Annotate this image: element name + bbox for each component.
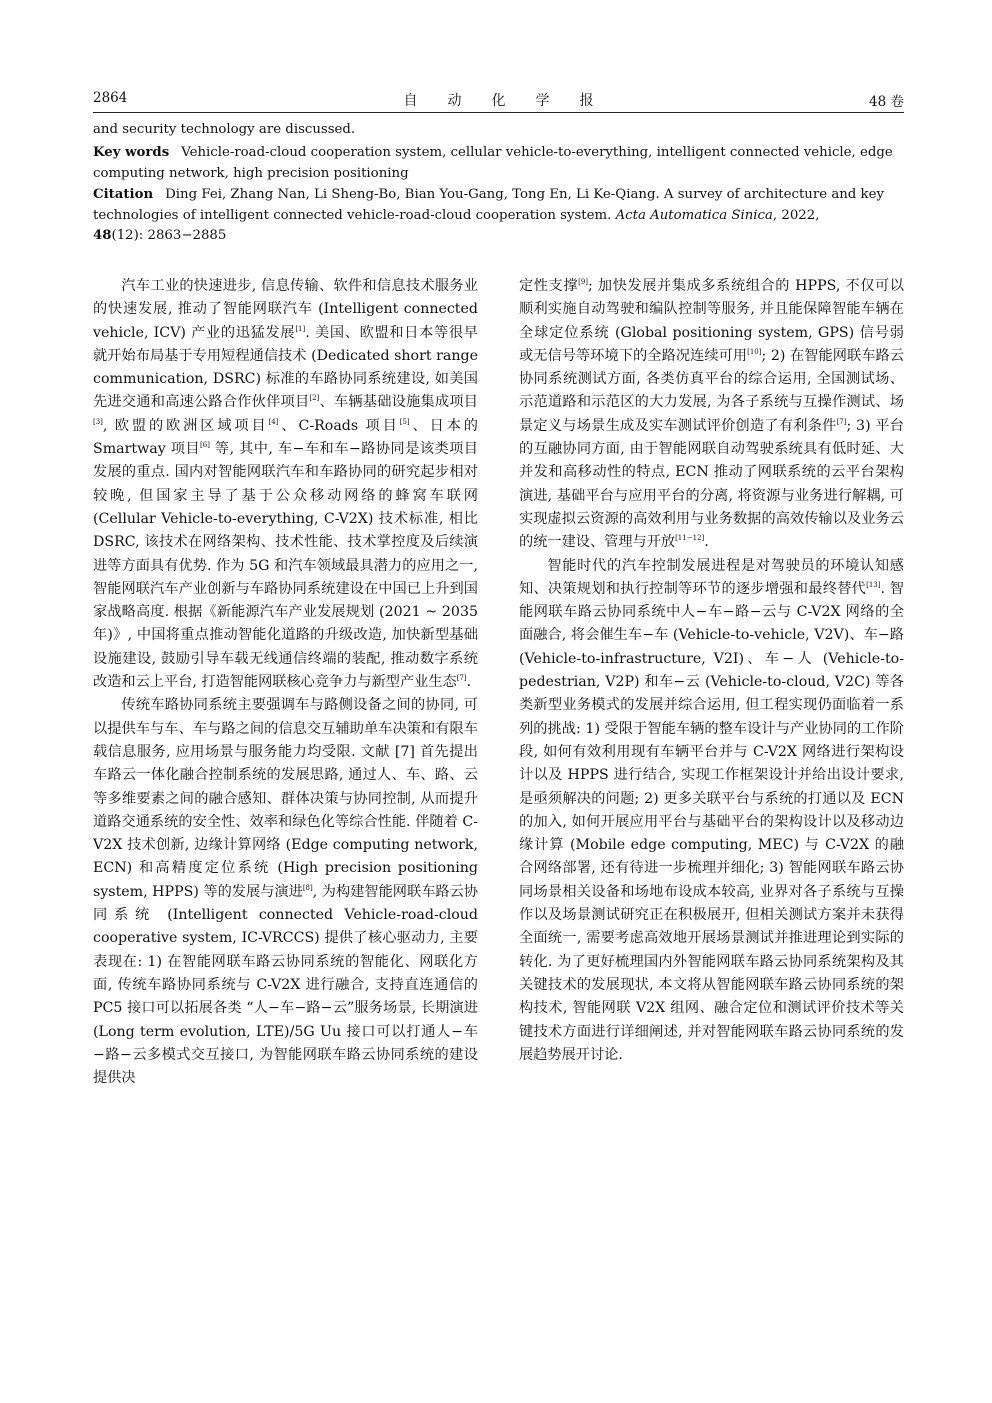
- running-header: [93, 90, 904, 112]
- paragraph: 传统车路协同系统主要强调车与路侧设备之间的协同, 可以提供车与车、车与路之间的信息交互辅助单车决策和有限车载信息服务, 应用场景与服务能力均受限. 文献 [7] 首先提出车路云一体化融合控制系统的发展思路, 通过人、车、路、云等多维要素之间的融合感知、群体决策与协同控制, 从而提升道路交通系统的安全性、效率和绿色化等综合性能. 伴随着 C-V2X 技术创新, 边缘计算网络 (Edge computing network, ECN) 和高精度定位系统 (High precision positioning system, HPPS) 等的发展与演进[8], 为构建智能网联车路云协同系统 (Intelligent connected Vehicle-road-cloud cooperative system, IC-VRCCS) 提供了核心驱动力, 主要表现在: 1) 在智能网联车路云协同系统的智能化、网联化方面, 传统车路协同系统与 C-V2X 进行融合, 支持直连通信的 PC5 接口可以拓展各类 “人−车−路−云”服务场景, 长期演进 (Long term evolution, LTE)/5G Uu 接口可以打通人−车−路−云多模式交互接口, 为智能网联车路云协同系统的建设提供决: [93, 697, 478, 1087]
- page-number: 2864: [93, 90, 128, 106]
- citation-year: , 2022,: [772, 207, 820, 223]
- keywords-label: Key words: [93, 145, 170, 160]
- citation-label: Citation: [93, 187, 154, 202]
- paragraph: 汽车工业的快速进步, 信息传输、软件和信息技术服务业的快速发展, 推动了智能网联汽车 (Intelligent connected vehicle, ICV) 产业的迅猛发展[1]. 美国、欧盟和日本等很早就开始布局基于专用短程通信技术 (Dedicated short range communication, DSRC) 标准的车路协同系统建设, 如美国先进交通和高速公路合作伙伴项目[2]、车辆基础设施集成项目[3], 欧盟的欧洲区域项目[4]、C-Roads 项目[5]、日本的 Smartway 项目[6] 等, 其中, 车−车和车−路协同是该类项目发展的重点. 国内对智能网联汽车和车路协同的研究起步相对较晚, 但国家主导了基于公众移动网络的蜂窝车联网 (Cellular Vehicle-to-everything, C-V2X) 技术标准, 相比 DSRC, 该技术在网络架构、技术性能、技术掌控度及后续演进等方面具有优势. 作为 5G 和汽车领域最具潜力的应用之一, 智能网联汽车产业创新与车路协同系统建设在中国已上升到国家战略高度. 根据《新能源汽车产业发展规划 (2021 ~ 2035 年)》, 中国将重点推动智能化道路的升级改造, 加快新型基础设施建设, 鼓励引导车载无线通信终端的装配, 推动数字系统改造和云上平台, 打造智能网联核心竞争力与新型产业生态[7].: [93, 278, 478, 691]
- citation-volume: 48: [93, 228, 112, 243]
- paragraph: 定性支撑[9]; 加快发展并集成多系统组合的 HPPS, 不仅可以顺利实施自动驾驶和编队控制等服务, 并且能保障智能车辆在全球定位系统 (Global positioning system, GPS) 信号弱或无信号等环境下的全路况连续可用[10]; 2) 在智能网联车路云协同系统测试方面, 各类仿真平台的综合运用, 全国测试场、示范道路和示范区的大力发展, 为各子系统与互操作测试、场景定义与场景生成及实车测试评价创造了有利条件[7]; 3) 平台的互融协同方面, 由于智能网联自动驾驶系统具有低时延、大并发和高移动性的特点, ECN 推动了网联系统的云平台架构演进, 基础平台与应用平台的分离, 将资源与业务进行解耦, 可实现虚拟云资源的高效利用与业务数据的高效传输以及业务云的统一建设、管理与开放[11−12].: [519, 278, 904, 551]
- citation-text: Ding Fei, Zhang Nan, Li Sheng-Bo, Bian You-Gang, Tong En, Li Ke-Qiang. A survey of architecture and key technologies of intelligent connected vehicle-road-cloud cooperation system.: [93, 187, 884, 223]
- abstract-tail: and security technology are discussed.: [93, 122, 356, 137]
- citation-journal: Acta Automatica Sinica: [615, 207, 773, 223]
- right-column: [519, 275, 904, 1067]
- keywords-text: Vehicle-road-cloud cooperation system, cellular vehicle-to-everything, intelligent connected vehicle, edge computing network, high precision positioning: [93, 145, 893, 181]
- citation: [93, 185, 904, 247]
- citation-issue-pages: (12): 2863−2885: [111, 228, 227, 243]
- volume-label: 48 卷: [869, 94, 904, 110]
- keywords: [93, 143, 904, 184]
- left-column: [93, 275, 478, 1090]
- paragraph: 智能时代的汽车控制发展进程是对驾驶员的环境认知感知、决策规划和执行控制等环节的逐步增强和最终替代[13]. 智能网联车路云协同系统中人−车−路−云与 C-V2X 网络的全面融合, 将会催生车−车 (Vehicle-to-vehicle, V2V)、车−路 (Vehicle-to-infrastructure, V2I)、车−人 (Vehicle-to-pedestrian, V2P) 和车−云 (Vehicle-to-cloud, V2C) 等各类新型业务模式的发展并综合运用, 但工程实现仍面临着一系列的挑战: 1) 受限于智能车辆的整车设计与产业协同的工作阶段, 如何有效利用现有车辆平台并与 C-V2X 网络进行架构设计以及 HPPS 进行结合, 实现工作框架设计并给出设计要求, 是亟须解决的问题; 2) 更多关联平台与系统的打通以及 ECN 的加入, 如何开展应用平台与基础平台的架构设计以及移动边缘计算 (Mobile edge computing, MEC) 与 C-V2X 的融合网络部署, 还有待进一步梳理并细化; 3) 智能网联车路云协同场景相关设备和场地布设成本较高, 业界对各子系统与互操作以及场景测试研究正在积极展开, 但相关测试方案并未获得全面统一, 需要考虑高效地开展场景测试并推进理论到实际的转化. 为了更好梳理国内外智能网联车路云协同系统架构及其关键技术的发展现状, 本文将从智能网联车路云协同系统的架构技术, 智能网联 V2X 组网、融合定位和测试评价技术等关键技术方面进行详细阐述, 并对智能网联车路云协同系统的发展趋势展开讨论.: [519, 557, 904, 1063]
- header-rule: [93, 112, 904, 113]
- journal-name: 自动化学报: [403, 93, 624, 109]
